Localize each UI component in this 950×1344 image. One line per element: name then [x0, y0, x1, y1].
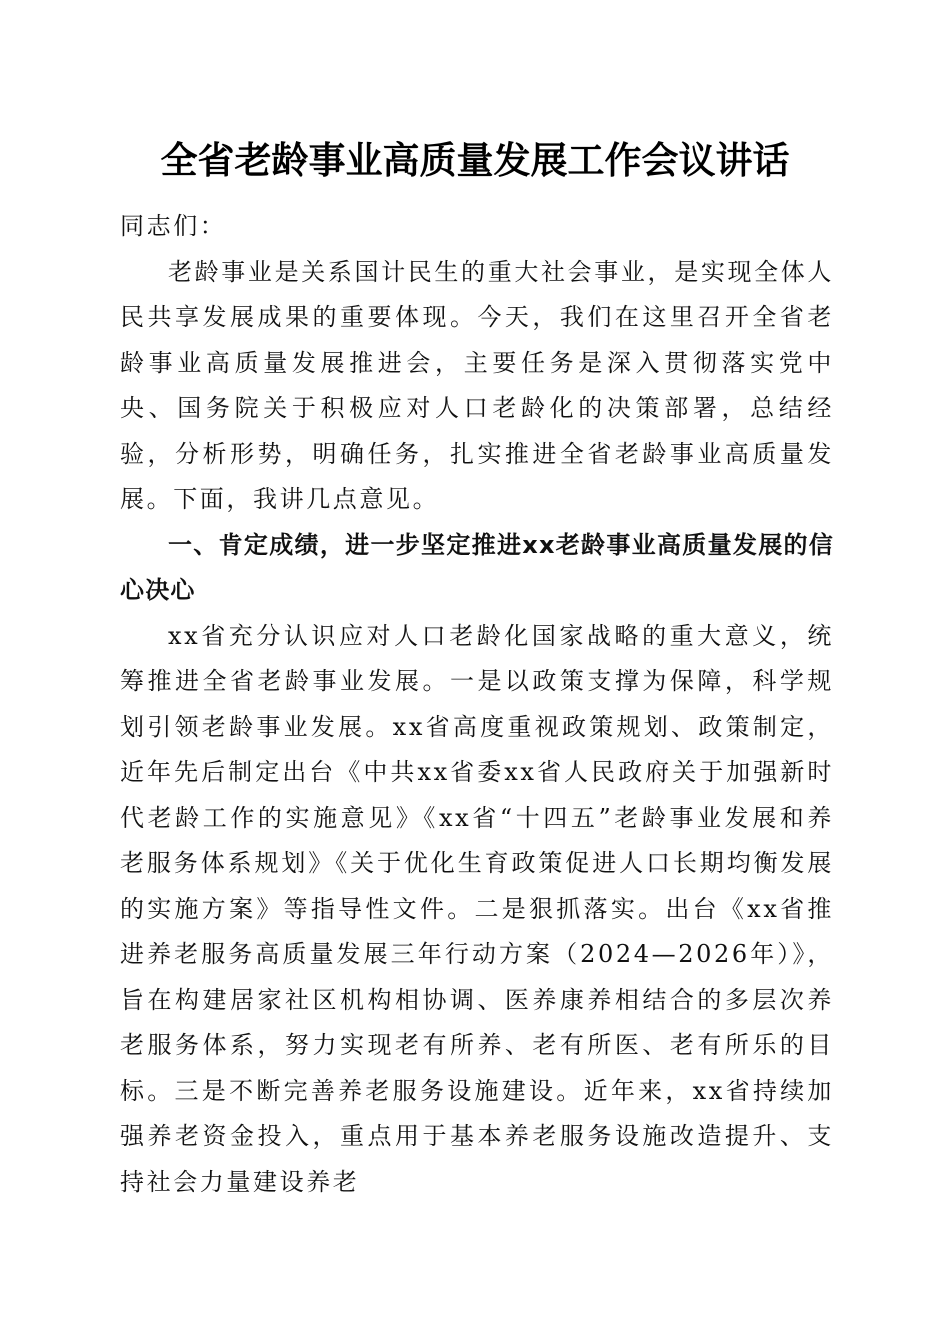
- section-paragraph: xx省充分认识应对人口老龄化国家战略的重大意义，统筹推进全省老龄事业发展。一是以政策支撑为保障，科学规划引领老龄事业发展。xx省高度重视政策规划、政策制定，近年先后制定出台《中共xx省委xx省人民政府关于加强新时代老龄工作的实施意见》《xx省“十四五”老龄事业发展和养老服务体系规划》《关于优化生育政策促进人口长期均衡发展的实施方案》等指导性文件。二是狠抓落实。出台《xx省推进养老服务高质量发展三年行动方案（2024—2026年）》，旨在构建居家社区机构相协调、医养康养相结合的多层次养老服务体系，努力实现老有所养、老有所医、老有所乐的目标。三是不断完善养老服务设施建设。近年来，xx省持续加强养老资金投入，重点用于基本养老服务设施改造提升、支持社会力量建设养老: [120, 621, 834, 1196]
- section-heading: 一、肯定成绩，进一步坚定推进xx老龄事业高质量发展的信心决心: [120, 530, 834, 604]
- document-body: [120, 204, 834, 1205]
- intro-paragraph: 老龄事业是关系国计民生的重大社会事业，是实现全体人民共享发展成果的重要体现。今天，我们在这里召开全省老龄事业高质量发展推进会，主要任务是深入贯彻落实党中央、国务院关于积极应对人口老龄化的决策部署，总结经验，分析形势，明确任务，扎实推进全省老龄事业高质量发展。下面，我讲几点意见。: [120, 257, 834, 513]
- document-title: 全省老龄事业高质量发展工作会议讲话: [160, 138, 790, 182]
- salutation: 同志们：: [120, 212, 227, 240]
